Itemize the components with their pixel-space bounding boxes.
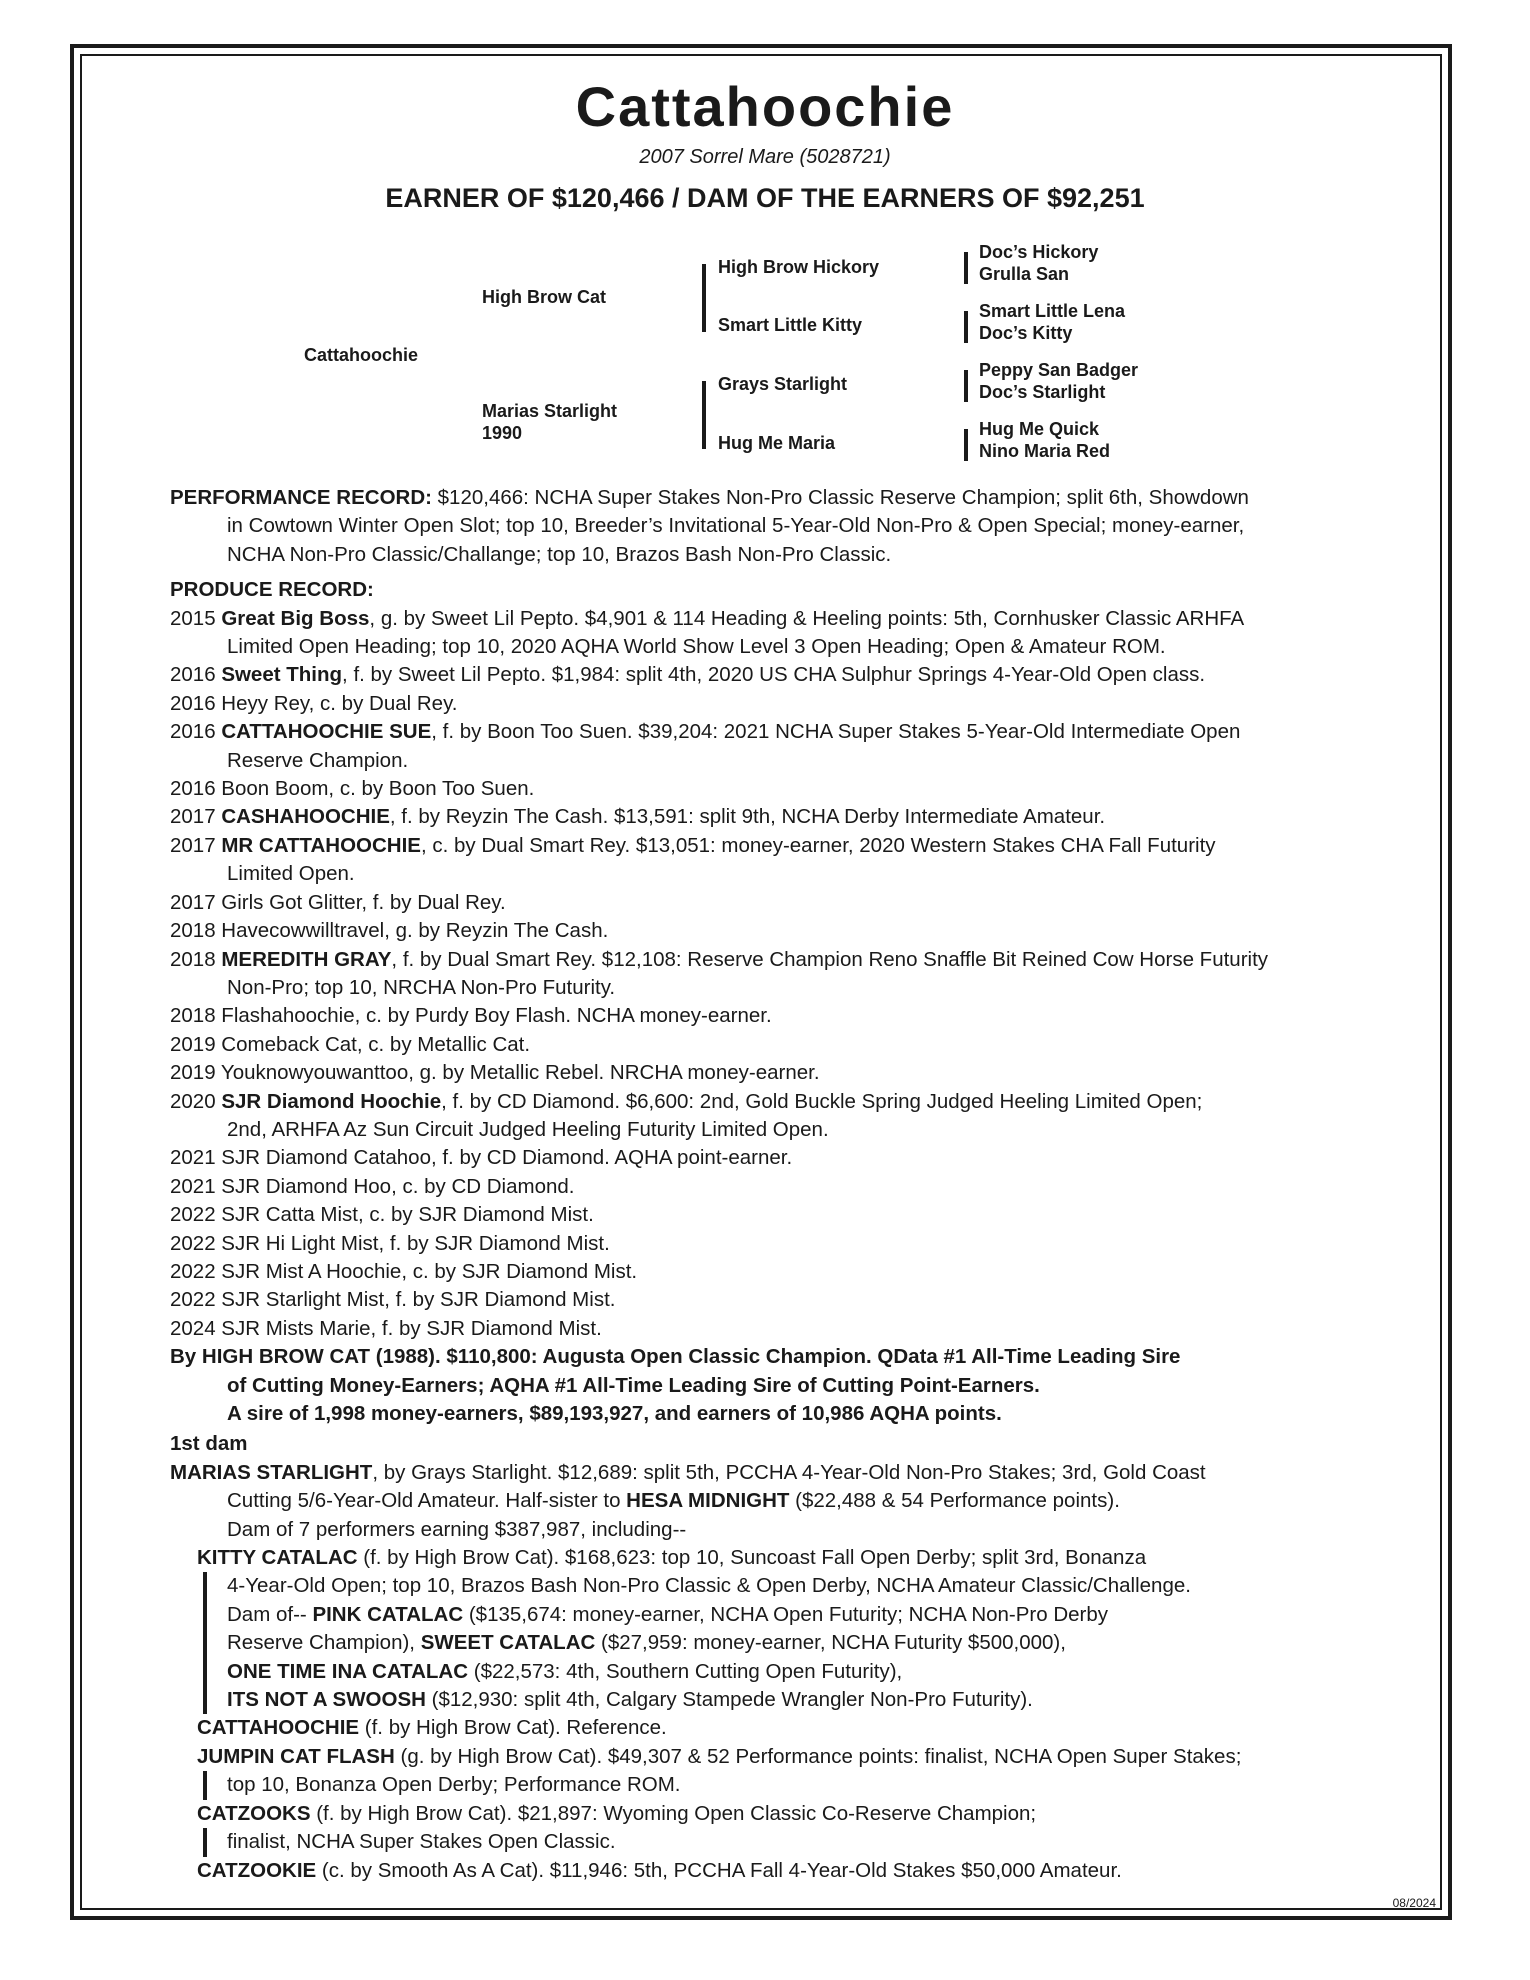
offspring-text: Reserve Champion), (227, 1631, 421, 1655)
produce-entry (170, 1286, 1390, 1314)
produce-entry (170, 690, 1390, 718)
offspring-text: ($12,930: split 4th, Calgary Stampede Wrangler Non-Pro Futurity). (425, 1688, 1033, 1712)
grand-offspring-name: ONE TIME INA CATALAC (227, 1659, 469, 1683)
grand-offspring-name: ITS NOT A SWOOSH (227, 1688, 426, 1712)
produce-entry (170, 889, 1390, 917)
pedigree-gg-1: Doc’s Hickory (979, 242, 1099, 262)
offspring-text: (f. by High Brow Cat). $168,623: top 10, Suncoast Fall Open Derby; split 3rd, Bonanza (357, 1546, 1147, 1570)
first-dam-name: MARIAS STARLIGHT (170, 1460, 373, 1484)
first-dam-text: Cutting 5/6-Year-Old Amateur. Half-sister to (227, 1489, 627, 1513)
produce-text: 2024 SJR Mists Marie, f. by SJR Diamond Mist. (170, 1316, 602, 1340)
pedigree-bracket (964, 311, 968, 343)
offspring-text: finalist, NCHA Super Stakes Open Classic. (227, 1830, 616, 1854)
offspring-name: JUMPIN CAT FLASH (197, 1744, 395, 1768)
produce-entry (170, 1059, 1390, 1087)
offspring-entry (170, 1800, 1390, 1828)
produce-text: 2016 (170, 663, 222, 687)
first-dam-label: 1st dam (170, 1432, 248, 1456)
produce-text: 2016 (170, 720, 222, 744)
produce-text: Limited Open. (227, 862, 355, 886)
produce-text: , f. by Boon Too Suen. $39,204: 2021 NCHA Super Stakes 5-Year-Old Intermediate Open (431, 720, 1241, 744)
produce-entry (170, 1201, 1390, 1229)
produce-text: 2015 (170, 606, 222, 630)
offspring-name: KITTY CATALAC (197, 1546, 358, 1570)
pedigree-bracket (702, 381, 706, 449)
produce-entry (170, 1088, 1390, 1116)
sire-text: By HIGH BROW CAT (1988). $110,800: Augusta Open Classic Champion. QData #1 All-Time Leading Sire (170, 1345, 1181, 1369)
grand-offspring-name: PINK CATALAC (312, 1602, 464, 1626)
page-title: Cattahoochie (575, 75, 955, 138)
pedigree-subject: Cattahoochie (304, 345, 419, 365)
pedigree-dam-sire: Grays Starlight (718, 374, 848, 394)
pedigree-gg-7: Hug Me Quick (979, 419, 1100, 439)
offspring-text: ($27,959: money-earner, NCHA Futurity $500,000), (595, 1631, 1066, 1655)
produce-text: , f. by Sweet Lil Pepto. $1,984: split 4th, 2020 US CHA Sulphur Springs 4-Year-Old Open class. (342, 663, 1206, 687)
produce-entry (170, 1173, 1390, 1201)
produce-text: 2018 Flashahoochie, c. by Purdy Boy Flash. NCHA money-earner. (170, 1004, 772, 1028)
offspring-text: ($135,674: money-earner, NCHA Open Futurity; NCHA Non-Pro Derby (463, 1602, 1109, 1626)
produce-entry (170, 1315, 1390, 1343)
offspring-text: (f. by High Brow Cat). $21,897: Wyoming Open Classic Co-Reserve Champion; (310, 1801, 1037, 1825)
produce-entry (170, 1002, 1390, 1030)
produce-text: 2021 SJR Diamond Catahoo, f. by CD Diamond. AQHA point-earner. (170, 1146, 793, 1170)
first-dam-section (170, 1430, 1390, 1885)
pedigree-bracket (964, 370, 968, 402)
revision-date: 08/2024 (1392, 1896, 1436, 1910)
produce-text: Limited Open Heading; top 10, 2020 AQHA World Show Level 3 Open Heading; Open & Amateur ROM. (227, 635, 1166, 659)
produce-entry (170, 718, 1390, 746)
performance-text: NCHA Non-Pro Classic/Challange; top 10, Brazos Bash Non-Pro Classic. (227, 542, 892, 566)
offspring-text: 4-Year-Old Open; top 10, Brazos Bash Non-Pro Classic & Open Derby, NCHA Amateur Classic/Challenge. (227, 1574, 1191, 1598)
offspring-text: top 10, Bonanza Open Derby; Performance ROM. (227, 1773, 681, 1797)
produce-text: , f. by Reyzin The Cash. $13,591: split 9th, NCHA Derby Intermediate Amateur. (389, 805, 1106, 829)
produce-entry (170, 1144, 1390, 1172)
produce-text: 2021 SJR Diamond Hoo, c. by CD Diamond. (170, 1174, 575, 1198)
offspring-name: CATTAHOOCHIE (197, 1716, 360, 1740)
pedigree-gg-2: Grulla San (979, 264, 1070, 284)
performance-record (170, 484, 1390, 569)
produce-entry (170, 605, 1390, 633)
produce-text: 2022 SJR Starlight Mist, f. by SJR Diamond Mist. (170, 1288, 616, 1312)
foal-name: MEREDITH GRAY (221, 947, 392, 971)
produce-text: , g. by Sweet Lil Pepto. $4,901 & 114 Heading & Heeling points: 5th, Cornhusker Classic ARHFA (369, 606, 1245, 630)
offspring-entry (170, 1857, 1390, 1885)
performance-text: $120,466: NCHA Super Stakes Non-Pro Classic Reserve Champion; split 6th, Showdown (431, 486, 1249, 509)
pedigree-bracket (702, 264, 706, 332)
offspring-text: (f. by High Brow Cat). Reference. (359, 1716, 667, 1740)
pedigree-gg-5: Peppy San Badger (979, 360, 1139, 380)
offspring-continuation (203, 1771, 1390, 1799)
offspring-name: CATZOOKIE (197, 1858, 317, 1882)
produce-text: 2022 SJR Mist A Hoochie, c. by SJR Diamond Mist. (170, 1259, 638, 1283)
pedigree-sire: High Brow Cat (482, 287, 606, 307)
produce-text: 2019 Youknowyouwanttoo, g. by Metallic Rebel. NRCHA money-earner. (170, 1061, 820, 1085)
produce-text: 2018 (170, 947, 222, 971)
pedigree-gg-3: Smart Little Lena (979, 301, 1126, 321)
produce-text: Non-Pro; top 10, NRCHA Non-Pro Futurity. (227, 975, 616, 999)
pedigree-dam (482, 400, 617, 444)
offspring-continuation (203, 1572, 1390, 1714)
produce-text: 2017 Girls Got Glitter, f. by Dual Rey. (170, 890, 506, 914)
offspring-text: (g. by High Brow Cat). $49,307 & 52 Performance points: finalist, NCHA Open Super Stakes; (394, 1744, 1242, 1768)
sire-record (170, 1343, 1390, 1428)
produce-entry (170, 1230, 1390, 1258)
pedigree-gg-6: Doc’s Starlight (979, 382, 1106, 402)
first-dam-text: Dam of 7 performers earning $387,987, including-- (227, 1517, 687, 1541)
produce-text: 2016 Boon Boom, c. by Boon Too Suen. (170, 777, 535, 801)
produce-text: 2022 SJR Catta Mist, c. by SJR Diamond Mist. (170, 1203, 594, 1227)
foal-name: Sweet Thing (221, 663, 343, 687)
offspring-text: (c. by Smooth As A Cat). $11,946: 5th, PCCHA Fall 4-Year-Old Stakes $50,000 Amateur. (316, 1858, 1122, 1882)
produce-entry (170, 775, 1390, 803)
record-body (170, 484, 1390, 1885)
offspring-entry (170, 1544, 1390, 1572)
produce-entry (170, 661, 1390, 689)
pedigree-sire-sire: High Brow Hickory (718, 257, 880, 277)
produce-text: , f. by CD Diamond. $6,600: 2nd, Gold Buckle Spring Judged Heeling Limited Open; (441, 1089, 1203, 1113)
offspring-text: ($22,573: 4th, Southern Cutting Open Futurity), (468, 1659, 903, 1683)
offspring-entry (170, 1714, 1390, 1742)
produce-text: 2017 (170, 833, 222, 857)
pedigree-bracket (964, 429, 968, 461)
produce-label: PRODUCE RECORD: (170, 578, 374, 602)
pedigree-dam-name: Marias Starlight (482, 401, 618, 421)
produce-text: , c. by Dual Smart Rey. $13,051: money-earner, 2020 Western Stakes CHA Fall Futurity (420, 833, 1216, 857)
half-sister-name: HESA MIDNIGHT (626, 1489, 790, 1513)
produce-text: 2022 SJR Hi Light Mist, f. by SJR Diamond Mist. (170, 1231, 610, 1255)
produce-entry (170, 946, 1390, 974)
produce-text: 2019 Comeback Cat, c. by Metallic Cat. (170, 1032, 531, 1056)
earner-line: EARNER OF $120,466 / DAM OF THE EARNERS OF $92,251 (385, 183, 1145, 213)
pedigree-gg-4: Doc’s Kitty (979, 323, 1073, 343)
offspring-text: Dam of-- (227, 1602, 313, 1626)
foal-name: SJR Diamond Hoochie (221, 1089, 442, 1113)
sire-text: of Cutting Money-Earners; AQHA #1 All-Time Leading Sire of Cutting Point-Earners. (227, 1373, 1040, 1397)
produce-text: 2018 Havecowwilltravel, g. by Reyzin The Cash. (170, 919, 609, 943)
pedigree-sire-dam: Smart Little Kitty (718, 315, 863, 335)
produce-text: 2016 Heyy Rey, c. by Dual Rey. (170, 691, 458, 715)
sire-text: A sire of 1,998 money-earners, $89,193,927, and earners of 10,986 AQHA points. (227, 1402, 1002, 1425)
performance-label: PERFORMANCE RECORD: (170, 486, 432, 509)
produce-text: 2017 (170, 805, 222, 829)
produce-entry (170, 917, 1390, 945)
produce-entry (170, 1258, 1390, 1286)
foal-name: CATTAHOOCHIE SUE (221, 720, 432, 744)
produce-text: 2020 (170, 1089, 222, 1113)
produce-entry (170, 803, 1390, 831)
produce-text: Reserve Champion. (227, 748, 409, 772)
pedigree-gg-8: Nino Maria Red (979, 441, 1111, 461)
produce-text: , f. by Dual Smart Rey. $12,108: Reserve Champion Reno Snaffle Bit Reined Cow Horse Futurity (391, 947, 1269, 971)
pedigree-dam-dam: Hug Me Maria (718, 433, 836, 453)
grand-offspring-name: SWEET CATALAC (420, 1631, 596, 1655)
produce-list (170, 605, 1390, 1344)
first-dam-text: , by Grays Starlight. $12,689: split 5th, PCCHA 4-Year-Old Non-Pro Stakes; 3rd, Gold Coast (372, 1460, 1206, 1484)
first-dam-text: ($22,488 & 54 Performance points). (789, 1489, 1120, 1513)
produce-entry (170, 832, 1390, 860)
offspring-continuation (203, 1828, 1390, 1856)
foal-name: CASHAHOOCHIE (221, 805, 390, 829)
page-subtitle: 2007 Sorrel Mare (5028721) (639, 146, 891, 168)
produce-record (170, 576, 1390, 1343)
produce-entry (170, 1031, 1390, 1059)
foal-name: MR CATTAHOOCHIE (221, 833, 421, 857)
performance-text: in Cowtown Winter Open Slot; top 10, Breeder’s Invitational 5-Year-Old Non-Pro & Open Special; money-earner, (227, 514, 1245, 538)
offspring-entry (170, 1743, 1390, 1771)
offspring-name: CATZOOKS (197, 1801, 311, 1825)
foal-name: Great Big Boss (221, 606, 370, 630)
produce-text: 2nd, ARHFA Az Sun Circuit Judged Heeling Futurity Limited Open. (227, 1117, 829, 1141)
pedigree-dam-year: 1990 (482, 423, 523, 443)
pedigree-bracket (964, 252, 968, 284)
